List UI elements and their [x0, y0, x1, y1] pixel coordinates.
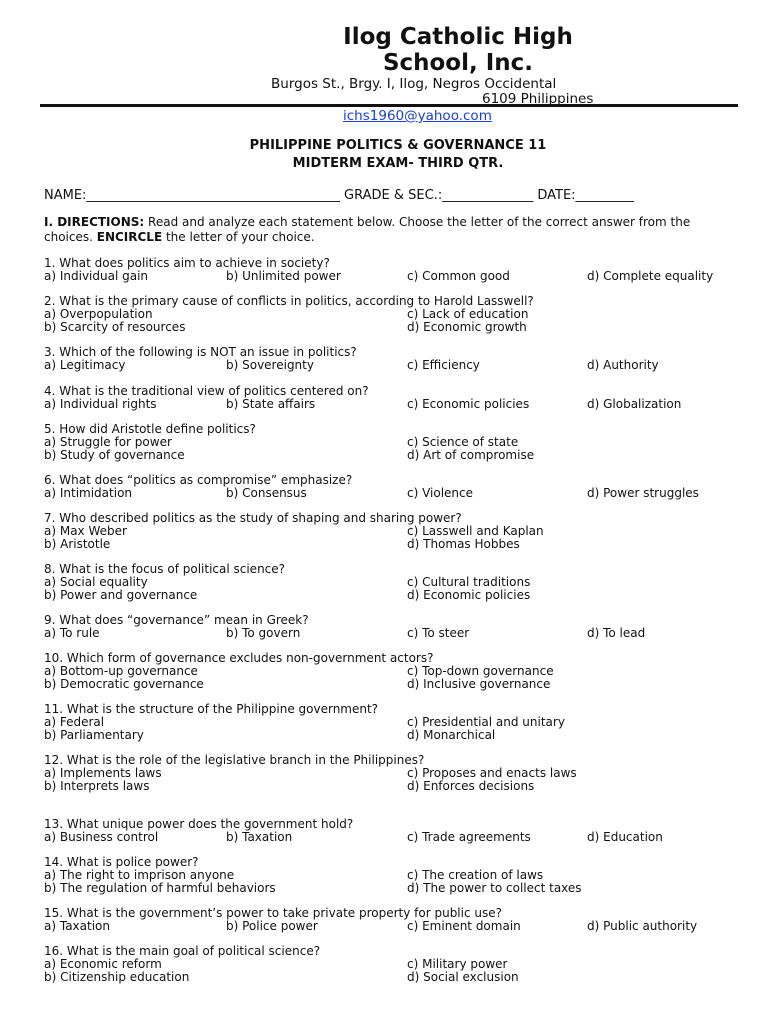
- question-6: [44, 474, 744, 500]
- question-4: [44, 385, 744, 411]
- choice-d[interactable]: d) Power struggles: [587, 485, 699, 500]
- choice-a[interactable]: a) Struggle for power: [44, 434, 172, 449]
- choice-a[interactable]: a) Bottom-up governance: [44, 663, 198, 678]
- choice-c[interactable]: c) To steer: [407, 625, 470, 640]
- directions: [44, 215, 724, 245]
- choice-c[interactable]: c) Common good: [407, 268, 510, 283]
- header-divider: [40, 104, 738, 107]
- choice-a[interactable]: a) The right to imprison anyone: [44, 867, 235, 882]
- choice-a[interactable]: a) Federal: [44, 714, 105, 729]
- question-14: [44, 856, 744, 894]
- question-15: [44, 907, 744, 933]
- choice-d[interactable]: d) Education: [587, 829, 663, 844]
- question-stem: 7. Who described politics as the study of shaping and sharing power?: [44, 511, 462, 525]
- choice-a[interactable]: a) Individual rights: [44, 396, 157, 411]
- choice-a[interactable]: a) Max Weber: [44, 523, 127, 538]
- choice-a[interactable]: a) Legitimacy: [44, 357, 126, 372]
- question-2: [44, 295, 744, 333]
- choice-a[interactable]: a) To rule: [44, 625, 100, 640]
- choice-a[interactable]: a) Taxation: [44, 918, 110, 933]
- choice-c[interactable]: c) The creation of laws: [407, 867, 544, 882]
- choice-d[interactable]: d) Thomas Hobbes: [407, 536, 520, 551]
- directions-label: I. DIRECTIONS:: [44, 215, 145, 229]
- student-info-line: NAME:_______________________________________ GRADE & SEC.:______________ DATE:_________: [44, 188, 635, 203]
- choice-d[interactable]: d) Art of compromise: [407, 447, 535, 462]
- choice-c[interactable]: c) Violence: [407, 485, 474, 500]
- choice-c[interactable]: c) Efficiency: [407, 357, 480, 372]
- question-stem: 6. What does “politics as compromise” emphasize?: [44, 473, 353, 487]
- choice-d[interactable]: d) Public authority: [587, 918, 698, 933]
- choice-a[interactable]: a) Business control: [44, 829, 159, 844]
- question-16: [44, 945, 744, 983]
- choice-b[interactable]: b) Democratic governance: [44, 676, 204, 691]
- choice-d[interactable]: d) The power to collect taxes: [407, 880, 582, 895]
- choice-d[interactable]: d) Globalization: [587, 396, 682, 411]
- choice-a[interactable]: a) Economic reform: [44, 956, 162, 971]
- choice-d[interactable]: d) Enforces decisions: [407, 778, 535, 793]
- question-10: [44, 652, 744, 690]
- question-11: [44, 703, 744, 741]
- question-stem: 5. How did Aristotle define politics?: [44, 422, 256, 436]
- question-stem: 14. What is police power?: [44, 855, 199, 869]
- choice-d[interactable]: d) Social exclusion: [407, 969, 519, 984]
- directions-text-2: the letter of your choice.: [162, 230, 315, 244]
- school-name-line2: School, Inc.: [382, 50, 534, 76]
- question-stem: 3. Which of the following is NOT an issue in politics?: [44, 345, 357, 359]
- question-9: [44, 614, 744, 640]
- directions-text-1: Read and analyze each statement below. Choose the letter of the correct answer from the choices.: [44, 215, 691, 244]
- question-stem: 8. What is the focus of political science?: [44, 562, 286, 576]
- choice-b[interactable]: b) Interprets laws: [44, 778, 150, 793]
- choice-b[interactable]: b) Sovereignty: [226, 357, 314, 372]
- question-stem: 1. What does politics aim to achieve in society?: [44, 256, 330, 270]
- exam-title: PHILIPPINE POLITICS & GOVERNANCE 11: [249, 138, 547, 153]
- choice-c[interactable]: c) Science of state: [407, 434, 519, 449]
- choice-c[interactable]: c) Proposes and enacts laws: [407, 765, 577, 780]
- choice-b[interactable]: b) Taxation: [226, 829, 293, 844]
- question-12: [44, 754, 744, 792]
- question-7: [44, 512, 744, 550]
- choice-a[interactable]: a) Intimidation: [44, 485, 133, 500]
- choice-c[interactable]: c) Top-down governance: [407, 663, 554, 678]
- school-address: Burgos St., Brgy. I, Ilog, Negros Occidental: [271, 76, 557, 92]
- school-name: [258, 24, 658, 76]
- question-1: [44, 257, 744, 283]
- choice-a[interactable]: a) Social equality: [44, 574, 148, 589]
- choice-b[interactable]: b) Aristotle: [44, 536, 111, 551]
- question-5: [44, 423, 744, 461]
- choice-c[interactable]: c) Presidential and unitary: [407, 714, 565, 729]
- choice-c[interactable]: c) Economic policies: [407, 396, 530, 411]
- choice-d[interactable]: d) Authority: [587, 357, 659, 372]
- question-stem: 13. What unique power does the government hold?: [44, 817, 354, 831]
- question-stem: 12. What is the role of the legislative branch in the Philippines?: [44, 753, 425, 767]
- choice-a[interactable]: a) Overpopulation: [44, 306, 153, 321]
- choice-b[interactable]: b) Power and governance: [44, 587, 198, 602]
- choice-a[interactable]: a) Individual gain: [44, 268, 149, 283]
- directions-emphasis: ENCIRCLE: [96, 230, 163, 244]
- question-stem: 15. What is the government’s power to take private property for public use?: [44, 906, 502, 920]
- question-stem: 16. What is the main goal of political science?: [44, 944, 321, 958]
- choice-b[interactable]: b) Study of governance: [44, 447, 185, 462]
- choice-b[interactable]: b) The regulation of harmful behaviors: [44, 880, 276, 895]
- choice-c[interactable]: c) Eminent domain: [407, 918, 521, 933]
- school-name-line1: Ilog Catholic High: [343, 24, 573, 50]
- question-stem: 9. What does “governance” mean in Greek?: [44, 613, 309, 627]
- choice-d[interactable]: d) Economic growth: [407, 319, 527, 334]
- choice-c[interactable]: c) Cultural traditions: [407, 574, 531, 589]
- question-stem: 2. What is the primary cause of conflicts in politics, according to Harold Lasswell?: [44, 294, 534, 308]
- question-3: [44, 346, 744, 372]
- choice-c[interactable]: c) Military power: [407, 956, 508, 971]
- question-13: [44, 818, 744, 844]
- school-zip: 6109 Philippines: [482, 91, 594, 107]
- choice-b[interactable]: b) Police power: [226, 918, 318, 933]
- choice-d[interactable]: d) To lead: [587, 625, 646, 640]
- choice-b[interactable]: b) Unlimited power: [226, 268, 341, 283]
- choice-a[interactable]: a) Implements laws: [44, 765, 162, 780]
- choice-d[interactable]: d) Economic policies: [407, 587, 531, 602]
- school-email-link[interactable]: ichs1960@yahoo.com: [343, 108, 492, 124]
- question-8: [44, 563, 744, 601]
- choice-d[interactable]: d) Complete equality: [587, 268, 714, 283]
- choice-d[interactable]: d) Monarchical: [407, 727, 496, 742]
- choice-c[interactable]: c) Trade agreements: [407, 829, 531, 844]
- question-stem: 4. What is the traditional view of politics centered on?: [44, 384, 369, 398]
- choice-b[interactable]: b) To govern: [226, 625, 301, 640]
- choice-b[interactable]: b) State affairs: [226, 396, 316, 411]
- choice-b[interactable]: b) Parliamentary: [44, 727, 144, 742]
- exam-subtitle: MIDTERM EXAM- THIRD QTR.: [292, 156, 504, 171]
- choice-b[interactable]: b) Consensus: [226, 485, 307, 500]
- choice-c[interactable]: c) Lasswell and Kaplan: [407, 523, 544, 538]
- choice-b[interactable]: b) Scarcity of resources: [44, 319, 186, 334]
- choice-b[interactable]: b) Citizenship education: [44, 969, 190, 984]
- choice-d[interactable]: d) Inclusive governance: [407, 676, 551, 691]
- question-stem: 11. What is the structure of the Philippine government?: [44, 702, 379, 716]
- question-stem: 10. Which form of governance excludes non-government actors?: [44, 651, 434, 665]
- choice-c[interactable]: c) Lack of education: [407, 306, 529, 321]
